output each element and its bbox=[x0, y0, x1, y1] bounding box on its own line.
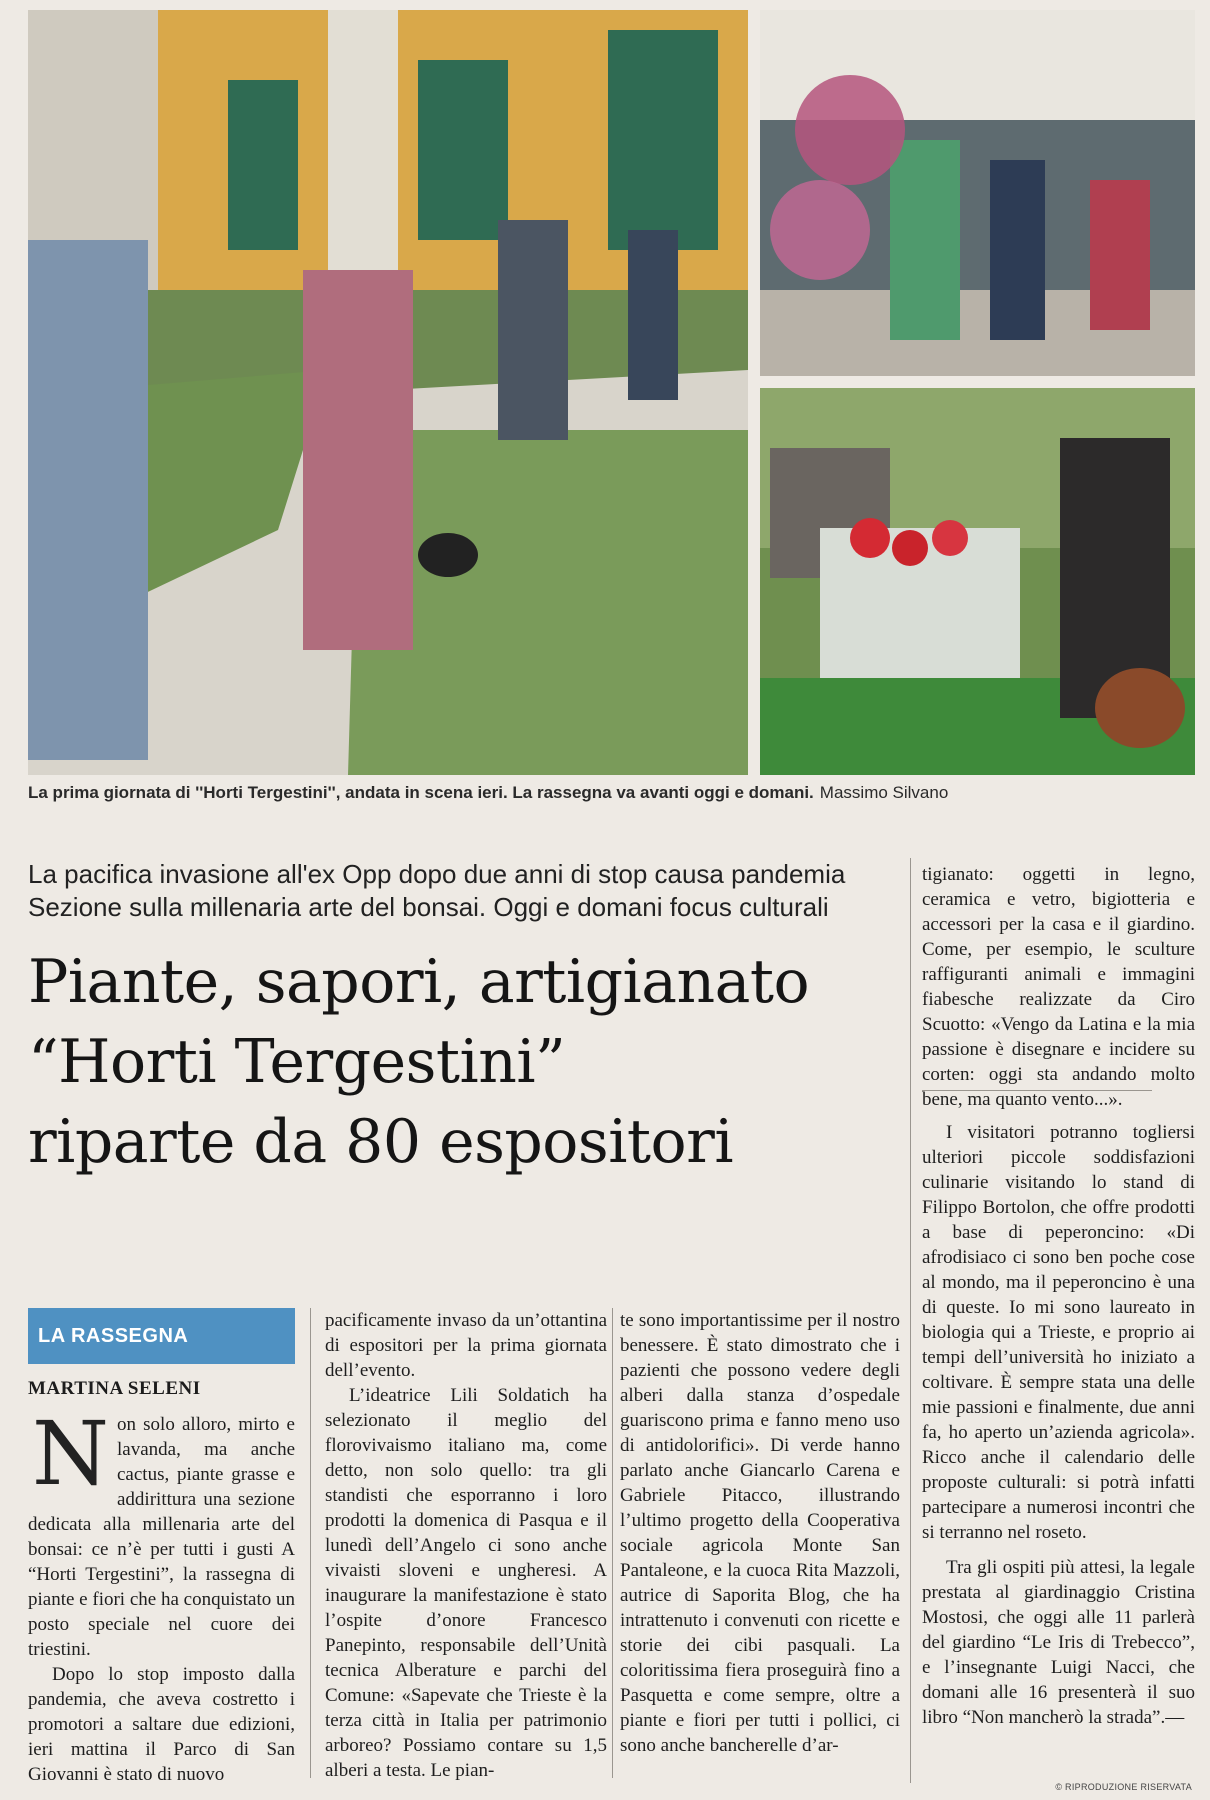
article-paragraph: Dopo lo stop imposto dalla pandemia, che aveva costretto i promotori a saltare due edizioni, ieri mattina il Parco di San Giovanni è stato di nuovo bbox=[28, 1664, 295, 1785]
headline-line-1: Piante, sapori, artigianato bbox=[28, 947, 810, 1017]
subheadline-1: La pacifica invasione all'ex Opp dopo due anni di stop causa pandemia bbox=[28, 859, 846, 889]
subheadlines bbox=[28, 858, 908, 924]
copyright-notice: © RIPRODUZIONE RISERVATA bbox=[1055, 1782, 1192, 1792]
author-byline: MARTINA SELENI bbox=[28, 1378, 201, 1399]
article-paragraph: tigianato: oggetti in legno, ceramica e vetro, bigiotteria e accessori per la casa e il giardino. Come, per esempio, le sculture raffiguranti animali e immagini fiabesche realizzate da Ciro Scuotto: «Vengo da Latina e la mia passione è disegnare e incidere su corten: oggi sta andando molto bene, ma quanto vento...». bbox=[922, 864, 1195, 1110]
photo-caption bbox=[28, 783, 1188, 803]
article-paragraph: L’ideatrice Lili Soldatich ha selezionato il meglio del florovivaismo italiano ma, come detto, non solo quello: tra gli standisti che esporranno i loro prodotti la domenica di Pasqua e il lunedì dell’Angelo ci sono anche vivaisti sloveni e ungheresi. A inaugurare la manifestazione è stato l’ospite d’onore Francesco Panepinto, responsabile dell’Unità tecnica Alberature e parchi del Comune: «Sapevate che Trieste è la terza città in Italia per patrimonio arboreo? Possiamo contare su 1,5 alberi a testa. Le pian- bbox=[325, 1385, 607, 1781]
article-paragraph: Non solo alloro, mirto e lavanda, ma anche cactus, piante grasse e addirittura una sezione dedicata alla millenaria arte del bonsai: ce n’è per tutti i gusti A “Horti Tergestini”, la rassegna di piante e fiori che ha conquistato un posto speciale nel cuore dei triestini. bbox=[28, 1402, 295, 1660]
column-divider bbox=[612, 1308, 613, 1778]
column-divider bbox=[310, 1308, 311, 1778]
article-paragraph: pacificamente invaso da un’ottantina di espositori per la prima giornata dell’evento. bbox=[325, 1310, 607, 1381]
caption-text: La prima giornata di ''Horti Tergestini'', andata in scena ieri. La rassegna va avanti oggi e domani. bbox=[28, 783, 814, 802]
article-column-2 bbox=[325, 1308, 607, 1783]
headline bbox=[28, 942, 908, 1182]
market-photo-bottom bbox=[760, 388, 1195, 775]
article-paragraph: I visitatori potranno togliersi ulteriori piccole soddisfazioni culinarie visitando lo stand di Filippo Bortolon, che offre prodotti a base di peperoncino: «Di afrodisiaco ci sono ben poche cose al mondo, ma il peperoncino è una di queste. Io mi sono laureato in biologia qui a Trieste, e proprio ai tempi dell’università ho iniziato a coltivare. È sempre stata una delle mie passioni e finalmente, due anni fa, ho aperto un’azienda agricola». Ricco anche il calendario delle proposte culturali: si potrà infatti partecipare a numerosi incontri che si terranno nel roseto. bbox=[922, 1122, 1195, 1543]
article-column-1 bbox=[28, 1402, 295, 1787]
photo-credit: Massimo Silvano bbox=[819, 783, 949, 802]
drop-cap: N bbox=[32, 1402, 109, 1505]
section-tag: LA RASSEGNA bbox=[28, 1308, 295, 1364]
column-divider bbox=[910, 858, 911, 1783]
article-paragraph: te sono importantissime per il nostro benessere. È stato dimostrato che i pazienti che possono vedere degli alberi dalla stanza d’ospedale guariscono prima e fanno meno uso di antidolorifici». Di verde hanno parlato anche Giancarlo Carena e Gabriele Pitacco, illustrando l’ultimo progetto della Cooperativa sociale agricola Monte San Pantaleone, e la cuoca Rita Mazzoli, autrice di Saporita Blog, che ha intrattenuto i convenuti con ricette e storie dei cibi pasquali. La coloritissima fiera proseguirà fino a Pasquetta e come sempre, oltre a piante e fiori per tutti i pollici, ci sono anche bancherelle d’ar- bbox=[620, 1310, 900, 1756]
headline-line-3: riparte da 80 espositori bbox=[28, 1107, 734, 1177]
article-column-4 bbox=[922, 862, 1195, 1730]
subheadline-2: Sezione sulla millenaria arte del bonsai. Oggi e domani focus culturali bbox=[28, 892, 829, 922]
headline-line-2: “Horti Tergestini” bbox=[28, 1027, 566, 1097]
main-photo bbox=[28, 10, 748, 775]
article-paragraph: Tra gli ospiti più attesi, la legale prestata al giardinaggio Cristina Mostosi, che oggi alle 11 parlerà del giardino “Le Iris di Trebecco”, e l’insegnante Luigi Nacci, che domani alle 16 presenterà il suo libro “Non mancherò la strada”.— bbox=[922, 1557, 1195, 1728]
article-column-3 bbox=[620, 1308, 900, 1758]
market-photo-top bbox=[760, 10, 1195, 376]
